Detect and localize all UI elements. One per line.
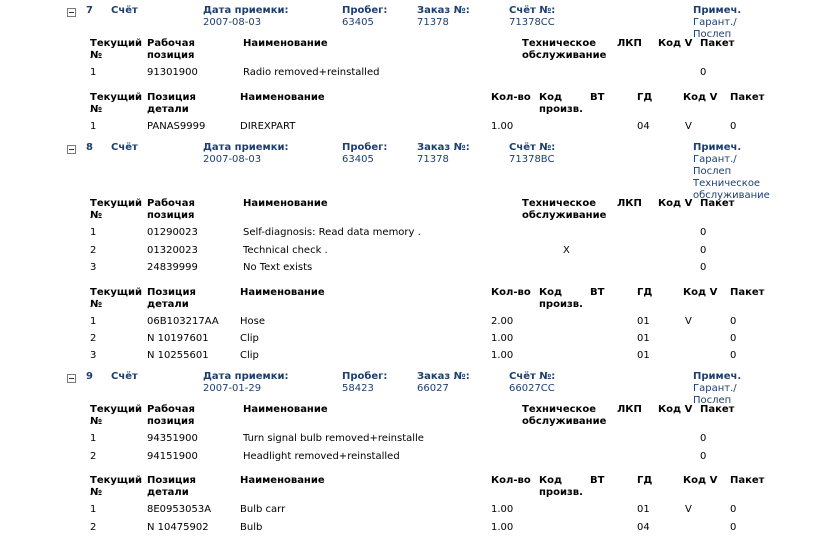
labor-position: 94351900 <box>147 433 198 444</box>
labor-paket: 0 <box>700 245 707 256</box>
invoice-no-label: Счёт №: <box>509 5 556 16</box>
part-quantity: 1.00 <box>491 504 514 515</box>
labor-name: Headlight removed+reinstalled <box>243 451 400 462</box>
labor-col-header: Рабочая позиция <box>147 404 195 427</box>
parts-col-header: Кол-во <box>491 287 531 298</box>
parts-col-header: Наименование <box>240 475 325 486</box>
labor-col-header: Пакет <box>700 38 735 49</box>
labor-col-header: Наименование <box>243 38 328 49</box>
group-number: 7 <box>86 5 93 16</box>
labor-col-header: Код V <box>658 404 693 415</box>
order-label: Заказ №: <box>417 5 470 16</box>
group-number: 9 <box>86 371 93 382</box>
labor-row-number: 2 <box>90 245 97 256</box>
part-gd: 01 <box>637 333 650 344</box>
parts-col-header: Текущий № <box>90 287 142 310</box>
part-gd: 01 <box>637 350 650 361</box>
part-code-v: V <box>685 316 692 327</box>
labor-col-header: Рабочая позиция <box>147 38 195 61</box>
part-name: Bulb <box>240 522 263 533</box>
labor-col-header: Код V <box>658 198 693 209</box>
labor-col-header: Текущий № <box>90 38 142 61</box>
part-quantity: 1.00 <box>491 333 514 344</box>
labor-col-header: Пакет <box>700 404 735 415</box>
mileage-label: Пробег: <box>342 371 388 382</box>
order-label: Заказ №: <box>417 142 470 153</box>
parts-col-header: Код V <box>683 287 718 298</box>
part-quantity: 1.00 <box>491 121 514 132</box>
labor-row-number: 1 <box>90 67 97 78</box>
parts-col-header: Пакет <box>730 287 765 298</box>
part-paket: 0 <box>730 350 737 361</box>
part-gd: 01 <box>637 504 650 515</box>
date-label: Дата приемки: <box>203 5 289 16</box>
parts-col-header: Текущий № <box>90 92 142 115</box>
part-position: 8E0953053A <box>147 504 212 515</box>
mileage-value: 63405 <box>342 17 374 28</box>
labor-row-number: 3 <box>90 262 97 273</box>
part-paket: 0 <box>730 522 737 533</box>
labor-col-header: Техническое обслуживание <box>522 404 607 427</box>
part-paket: 0 <box>730 504 737 515</box>
parts-col-header: Наименование <box>240 287 325 298</box>
labor-position: 01320023 <box>147 245 198 256</box>
parts-col-header: ВТ <box>590 287 605 298</box>
parts-col-header: Позиция детали <box>147 92 196 115</box>
parts-col-header: Кол-во <box>491 475 531 486</box>
note-label: Примеч. <box>693 142 742 153</box>
parts-col-header: Пакет <box>730 475 765 486</box>
invoice-label: Счёт <box>111 371 138 382</box>
part-gd: 04 <box>637 522 650 533</box>
part-position: 06B103217AA <box>147 316 219 327</box>
labor-position: 01290023 <box>147 227 198 238</box>
note-label: Примеч. <box>693 371 742 382</box>
labor-name: Self-diagnosis: Read data memory . <box>243 227 421 238</box>
date-label: Дата приемки: <box>203 142 289 153</box>
part-position: PANAS9999 <box>147 121 206 132</box>
parts-col-header: ГД <box>637 287 653 298</box>
labor-name: Radio removed+reinstalled <box>243 67 380 78</box>
note-value: Гарант./Послеп Техническое обслуживание <box>693 154 770 201</box>
note-value: Гарант./Послеп <box>693 383 737 406</box>
invoice-label: Счёт <box>111 5 138 16</box>
collapse-toggle-icon[interactable] <box>67 145 76 154</box>
invoice-no-label: Счёт №: <box>509 142 556 153</box>
part-row-number: 2 <box>90 522 97 533</box>
part-name: Hose <box>240 316 265 327</box>
parts-col-header: Пакет <box>730 92 765 103</box>
parts-col-header: Наименование <box>240 92 325 103</box>
labor-name: Technical check . <box>243 245 328 256</box>
labor-col-header: Текущий № <box>90 198 142 221</box>
order-value: 71378 <box>417 17 449 28</box>
parts-col-header: Позиция детали <box>147 287 196 310</box>
parts-col-header: Код произв. <box>539 475 583 498</box>
collapse-toggle-icon[interactable] <box>67 374 76 383</box>
order-value: 71378 <box>417 154 449 165</box>
labor-col-header: Код V <box>658 38 693 49</box>
part-position: N 10255601 <box>147 350 209 361</box>
parts-col-header: Код V <box>683 475 718 486</box>
labor-col-header: Техническое обслуживание <box>522 38 607 61</box>
labor-position: 91301900 <box>147 67 198 78</box>
part-paket: 0 <box>730 333 737 344</box>
parts-col-header: Код произв. <box>539 92 583 115</box>
part-position: N 10475902 <box>147 522 209 533</box>
labor-col-header: Техническое обслуживание <box>522 198 607 221</box>
part-code-v: V <box>685 121 692 132</box>
part-row-number: 3 <box>90 350 97 361</box>
labor-col-header: ЛКП <box>617 198 642 209</box>
part-name: Clip <box>240 350 259 361</box>
invoice-no-value: 71378CC <box>509 17 555 28</box>
part-quantity: 2.00 <box>491 316 514 327</box>
labor-col-header: Наименование <box>243 404 328 415</box>
group-number: 8 <box>86 142 93 153</box>
date-value: 2007-08-03 <box>203 17 262 28</box>
order-value: 66027 <box>417 383 449 394</box>
note-value: Гарант./Послеп <box>693 17 737 40</box>
labor-col-header: Наименование <box>243 198 328 209</box>
labor-row-number: 1 <box>90 227 97 238</box>
part-row-number: 1 <box>90 121 97 132</box>
labor-position: 24839999 <box>147 262 198 273</box>
labor-paket: 0 <box>700 433 707 444</box>
labor-col-header: Пакет <box>700 198 735 209</box>
labor-paket: 0 <box>700 67 707 78</box>
parts-col-header: ВТ <box>590 475 605 486</box>
part-paket: 0 <box>730 121 737 132</box>
part-gd: 01 <box>637 316 650 327</box>
order-label: Заказ №: <box>417 371 470 382</box>
part-name: Bulb carr <box>240 504 286 515</box>
date-value: 2007-08-03 <box>203 154 262 165</box>
invoice-no-label: Счёт №: <box>509 371 556 382</box>
labor-col-header: Рабочая позиция <box>147 198 195 221</box>
note-label: Примеч. <box>693 5 742 16</box>
labor-paket: 0 <box>700 227 707 238</box>
labor-name: No Text exists <box>243 262 313 273</box>
labor-position: 94151900 <box>147 451 198 462</box>
parts-col-header: Код произв. <box>539 287 583 310</box>
labor-name: Turn signal bulb removed+reinstalle <box>243 433 424 444</box>
parts-col-header: ГД <box>637 92 653 103</box>
parts-col-header: Позиция детали <box>147 475 196 498</box>
part-gd: 04 <box>637 121 650 132</box>
part-row-number: 1 <box>90 504 97 515</box>
date-value: 2007-01-29 <box>203 383 262 394</box>
part-quantity: 1.00 <box>491 522 514 533</box>
collapse-toggle-icon[interactable] <box>67 8 76 17</box>
parts-col-header: Кол-во <box>491 92 531 103</box>
part-code-v: V <box>685 504 692 515</box>
labor-row-number: 2 <box>90 451 97 462</box>
parts-col-header: ГД <box>637 475 653 486</box>
date-label: Дата приемки: <box>203 371 289 382</box>
mileage-value: 63405 <box>342 154 374 165</box>
labor-col-header: Текущий № <box>90 404 142 427</box>
part-paket: 0 <box>730 316 737 327</box>
invoice-no-value: 71378BC <box>509 154 555 165</box>
part-row-number: 2 <box>90 333 97 344</box>
mileage-value: 58423 <box>342 383 374 394</box>
labor-paket: 0 <box>700 451 707 462</box>
part-quantity: 1.00 <box>491 350 514 361</box>
part-position: N 10197601 <box>147 333 209 344</box>
part-row-number: 1 <box>90 316 97 327</box>
part-name: DIREXPART <box>240 121 296 132</box>
parts-col-header: Текущий № <box>90 475 142 498</box>
mileage-label: Пробег: <box>342 142 388 153</box>
parts-col-header: Код V <box>683 92 718 103</box>
labor-paket: 0 <box>700 262 707 273</box>
labor-col-header: ЛКП <box>617 38 642 49</box>
labor-col-header: ЛКП <box>617 404 642 415</box>
labor-row-number: 1 <box>90 433 97 444</box>
labor-maintenance: X <box>563 245 570 256</box>
part-name: Clip <box>240 333 259 344</box>
invoice-label: Счёт <box>111 142 138 153</box>
parts-col-header: ВТ <box>590 92 605 103</box>
mileage-label: Пробег: <box>342 5 388 16</box>
invoice-no-value: 66027CC <box>509 383 555 394</box>
